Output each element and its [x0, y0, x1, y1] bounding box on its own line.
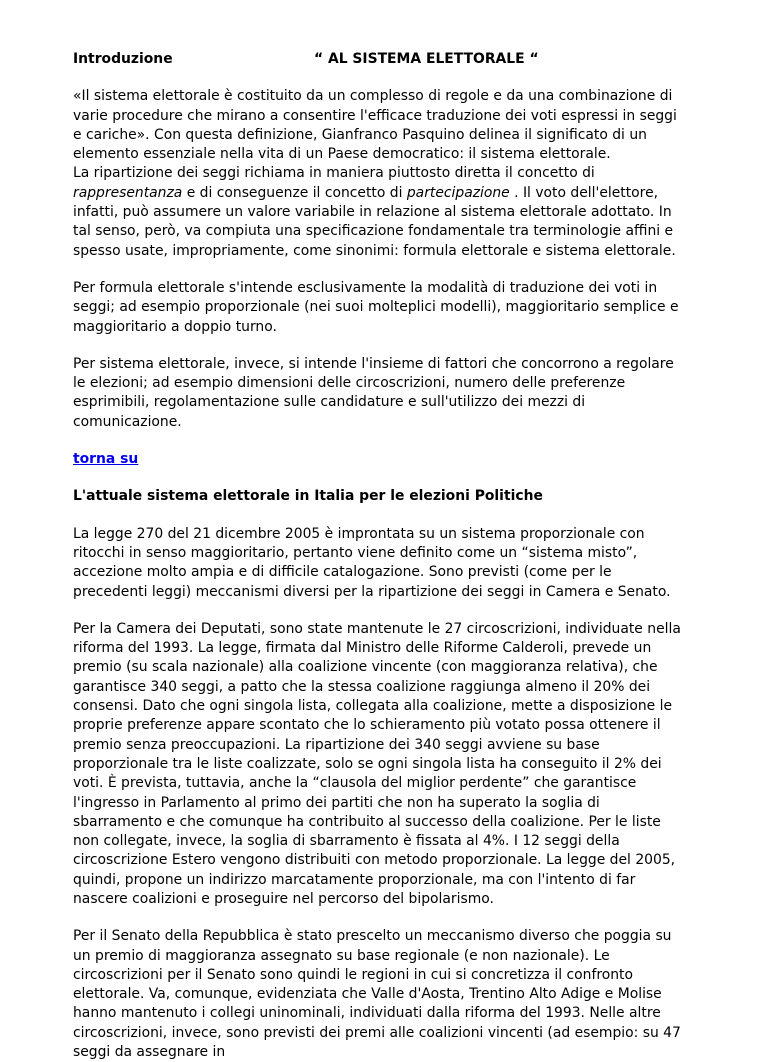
- section-heading: L'attuale sistema elettorale in Italia per le elezioni Politiche: [73, 488, 543, 505]
- section-paragraph-3: Per il Senato della Repubblica è stato prescelto un meccanismo diverso che poggia su un premio di maggioranza assegnato su base regionale (e non nazionale). Le circoscrizioni per il Senato sono quindi le regioni in cui si concretizza il confronto elettorale. Va, comunque, evidenziata che Valle d'Aosta, Trentino Alto Adige e Molise hanno mantenuto i collegi uninominali, individuati dalla riforma del 1993. Nelle altre circoscrizioni, invece, sono previsti dei premi alle coalizioni vincenti (ad esempio: su 47 seggi da assegnare in: [73, 928, 681, 1061]
- seat-allocation-text-3: . Il voto dell'elettore, infatti, può assumere un valore variabile in relazione al sistema elettorale adottato. In tal senso, però, va compiuta una specificazione fondamentale tra terminologie affini e spesso usate, impropriamente, come sinonimi: formula elettorale e sistema elettorale.: [73, 184, 676, 259]
- document-header: [73, 50, 688, 69]
- intro-paragraph-1: [73, 87, 688, 261]
- definition-text: «Il sistema elettorale è costituito da un complesso di regole e da una combinazione di varie procedure che mirano a consentire l'efficace traduzione dei voti espressi in seggi e cariche». Con questa definizione, Gianfranco Pasquino delinea il significato di un elemento essenziale nella vita di un Paese democratico: il sistema elettorale.: [73, 88, 677, 163]
- partecipazione-term: partecipazione: [406, 184, 510, 201]
- rappresentanza-term: rappresentanza: [73, 184, 183, 201]
- section-paragraph-1: La legge 270 del 21 dicembre 2005 è improntata su un sistema proporzionale con ritocchi in senso maggioritario, pertanto viene definito come un “sistema misto”, accezione molto ampia e di difficile catalogazione. Sono previsti (come per le precedenti leggi) meccanismi diversi per la ripartizione dei seggi in Camera e Senato.: [73, 525, 671, 600]
- document-title: “ AL SISTEMA ELETTORALE “: [314, 51, 539, 67]
- seat-allocation-text-2: e di conseguenze il concetto di: [182, 184, 407, 201]
- intro-paragraph-3: Per sistema elettorale, invece, si intende l'insieme di fattori che concorrono a regolare le elezioni; ad esempio dimensioni delle circoscrizioni, numero delle preferenze esprimibili, regolamentazione sulle candidature e sull'utilizzo dei mezzi di comunicazione.: [73, 355, 674, 430]
- intro-paragraph-2: Per formula elettorale s'intende esclusivamente la modalità di traduzione dei voti in seggi; ad esempio proporzionale (nei suoi molteplici modelli), maggioritario semplice e maggioritario a doppio turno.: [73, 279, 679, 335]
- section-paragraph-2: Per la Camera dei Deputati, sono state mantenute le 27 circoscrizioni, individuate nella riforma del 1993. La legge, firmata dal Ministro delle Riforme Calderoli, prevede un premio (su scala nazionale) alla coalizione vincente (con maggioranza relativa), che garantisce 340 seggi, a patto che la stessa coalizione raggiunga almeno il 20% dei consensi. Dato che ogni singola lista, collegata alla coalizione, mette a disposizione le proprie preferenze appare scontato che lo schieramento più votato possa ottenere il premio senza preoccupazioni. La ripartizione dei 340 seggi avviene su base proporzionale tra le liste coalizzate, solo se ogni singola lista ha conseguito il 2% dei voti. È prevista, tuttavia, anche la “clausola del miglior perdente” che garantisce l'ingresso in Parlamento al primo dei partiti che non ha superato la soglia di sbarramento e che comunque ha contribuito al successo della coalizione. Per le liste non collegate, invece, la soglia di sbarramento è fissata al 4%. I 12 seggi della circoscrizione Estero vengono distribuiti con metodo proporzionale. La legge del 2005, quindi, propone un indirizzo marcatamente proporzionale, ma con l'intento di far nascere coalizioni e proseguire nel percorso del bipolarismo.: [73, 620, 681, 907]
- intro-label: Introduzione: [73, 51, 173, 67]
- seat-allocation-text: La ripartizione dei seggi richiama in maniera piuttosto diretta il concetto di: [73, 165, 595, 182]
- back-to-top-link[interactable]: torna su: [73, 451, 139, 468]
- back-to-top-row: [73, 450, 688, 469]
